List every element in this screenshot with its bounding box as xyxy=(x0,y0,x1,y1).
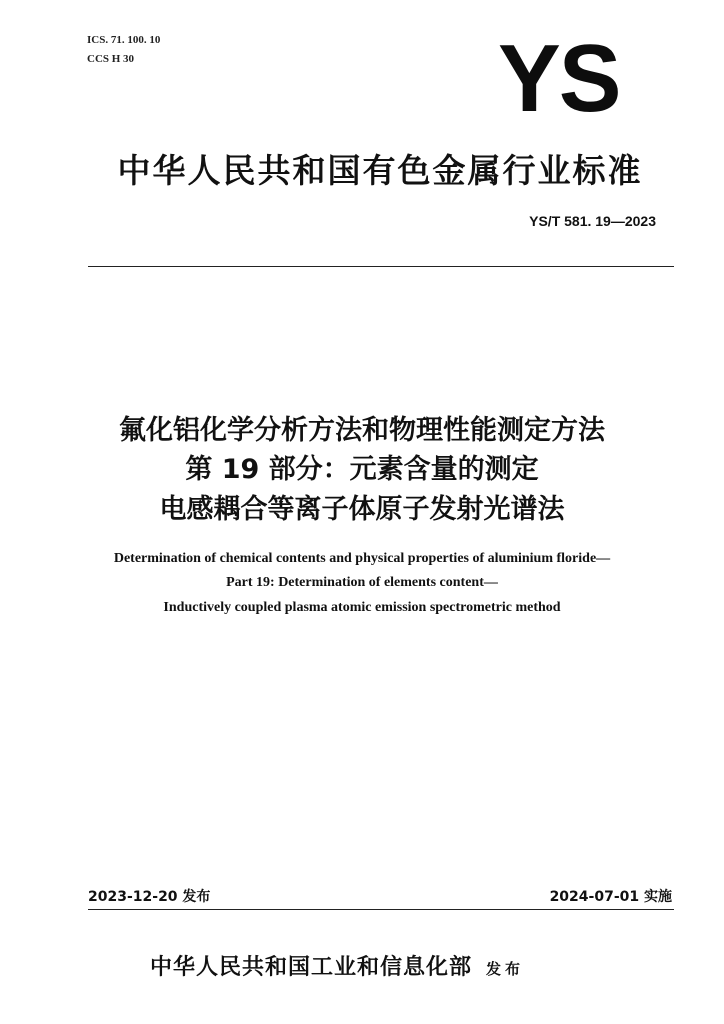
issuer-action: 发布 xyxy=(486,960,525,978)
ics-code: ICS. 71. 100. 10 xyxy=(87,34,161,46)
english-title-line-3: Inductively coupled plasma atomic emission spectrometric method xyxy=(163,600,561,615)
bottom-divider xyxy=(88,909,674,910)
english-title-line-1: Determination of chemical contents and physical properties of aluminium floride— xyxy=(113,551,611,566)
issuer-block xyxy=(150,950,524,981)
english-title-line-2: Part 19: Determination of elements content— xyxy=(226,575,498,590)
chinese-title-line-1: 氟化铝化学分析方法和物理性能测定方法 xyxy=(119,415,605,446)
chinese-title-line-2: 第 19 部分：元素含量的测定 xyxy=(185,454,539,485)
issuer-name: 中华人民共和国工业和信息化部 xyxy=(150,955,473,980)
industry-standard-title: 中华人民共和国有色金属行业标准 xyxy=(117,151,643,190)
standard-number: YS/T 581. 19—2023 xyxy=(529,213,656,229)
ccs-code: CCS H 30 xyxy=(87,53,135,65)
implementation-date: 2024-07-01 实施 xyxy=(549,889,672,905)
ys-logo: YS xyxy=(498,25,620,132)
issue-date: 2023-12-20 发布 xyxy=(88,889,211,905)
top-divider xyxy=(88,266,674,267)
chinese-title-line-3: 电感耦合等离子体原子发射光谱法 xyxy=(159,494,565,525)
